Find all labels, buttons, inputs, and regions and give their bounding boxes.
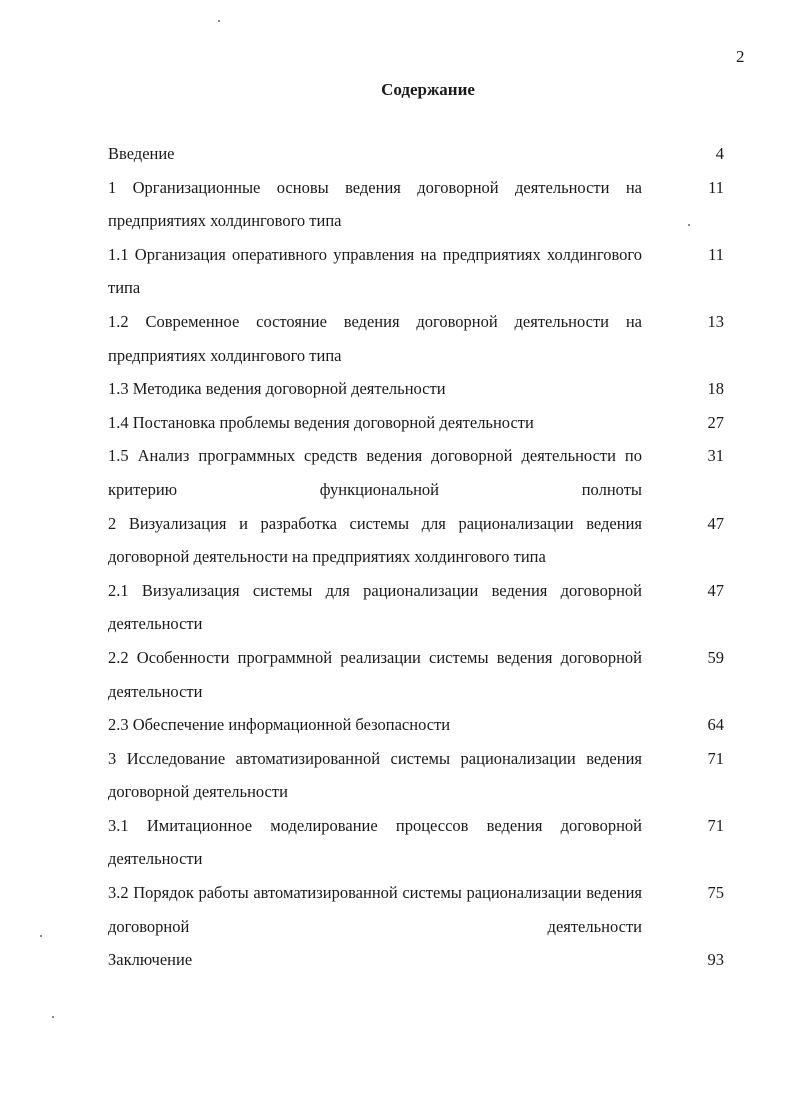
- toc-entry-chapter-1: [108, 171, 724, 238]
- toc-entry-page: 11: [708, 177, 724, 197]
- toc-entry-text: 1.1 Организация оперативного управления на предприятиях холдингового типа: [108, 244, 642, 298]
- toc-entry-text: 3.2 Порядок работы автоматизированной системы рационализации ведения договорной деятельности: [108, 883, 642, 936]
- toc-entry-text: 2.1 Визуализация системы для рационализации ведения договорной деятельности: [108, 580, 642, 634]
- toc-entry-text: 2 Визуализация и разработка системы для рационализации ведения договорной деятельности на предприятиях холдингового типа: [108, 513, 642, 567]
- toc-entry-text: 1.2 Современное состояние ведения договорной деятельности на предприятиях холдингового типа: [108, 311, 642, 365]
- toc-entry-section-2-1: [108, 574, 724, 641]
- toc-entry-section-1-4: [108, 406, 724, 440]
- toc-entry-page: 13: [707, 311, 724, 331]
- toc-entry-page: 11: [708, 244, 724, 264]
- toc-entry-page: 64: [707, 715, 724, 735]
- scan-speck: [40, 935, 42, 937]
- toc-entry-section-3-2: [108, 876, 724, 943]
- toc-entry-page: 75: [707, 883, 724, 903]
- scan-speck: [218, 20, 220, 22]
- toc-entry-page: 31: [707, 446, 724, 466]
- toc-entry-section-1-2: [108, 305, 724, 372]
- scan-speck: [688, 224, 690, 226]
- toc-entry-conclusion: [108, 943, 724, 977]
- toc-entry-text: 3.1 Имитационное моделирование процессов ведения договорной деятельности: [108, 815, 642, 869]
- toc-entry-text: 3 Исследование автоматизированной системы рационализации ведения договорной деятельности: [108, 748, 642, 802]
- toc-entry-page: 93: [707, 950, 724, 970]
- toc-entry-text: 1 Организационные основы ведения договорной деятельности на предприятиях холдингового типа: [108, 177, 642, 231]
- toc-entry-text: 1.5 Анализ программных средств ведения договорной деятельности по критерию функциональной полноты: [108, 446, 642, 499]
- toc-entry-text: 2.3 Обеспечение информационной безопасности: [108, 715, 451, 735]
- toc-entry-page: 59: [707, 647, 724, 667]
- toc-entry-text: 1.3 Методика ведения договорной деятельности: [108, 379, 446, 399]
- toc-entry-chapter-3: [108, 742, 724, 809]
- toc-entry-section-2-2: [108, 641, 724, 708]
- toc-entry-text: Введение: [108, 144, 175, 163]
- toc-entry-introduction: [108, 137, 724, 171]
- table-of-contents: [108, 137, 724, 977]
- toc-entry-section-1-3: [108, 372, 724, 406]
- toc-entry-text: 2.2 Особенности программной реализации системы ведения договорной деятельности: [108, 647, 642, 701]
- toc-entry-section-1-5: [108, 439, 724, 506]
- page-number: 2: [736, 47, 745, 66]
- toc-entry-page: 47: [707, 513, 724, 533]
- scan-speck: [52, 1016, 54, 1018]
- toc-entry-chapter-2: [108, 507, 724, 574]
- page-title: Содержание: [381, 80, 475, 99]
- toc-entry-page: 27: [707, 412, 724, 432]
- toc-entry-section-1-1: [108, 238, 724, 305]
- toc-entry-page: 71: [707, 748, 724, 768]
- toc-entry-page: 71: [707, 815, 724, 835]
- toc-entry-text: 1.4 Постановка проблемы ведения договорной деятельности: [108, 412, 534, 432]
- toc-entry-page: 47: [707, 580, 724, 600]
- toc-entry-section-2-3: [108, 708, 724, 742]
- toc-entry-page: 18: [707, 379, 724, 399]
- toc-entry-text: Заключение: [108, 950, 193, 970]
- toc-entry-page: 4: [715, 144, 724, 163]
- toc-entry-section-3-1: [108, 809, 724, 876]
